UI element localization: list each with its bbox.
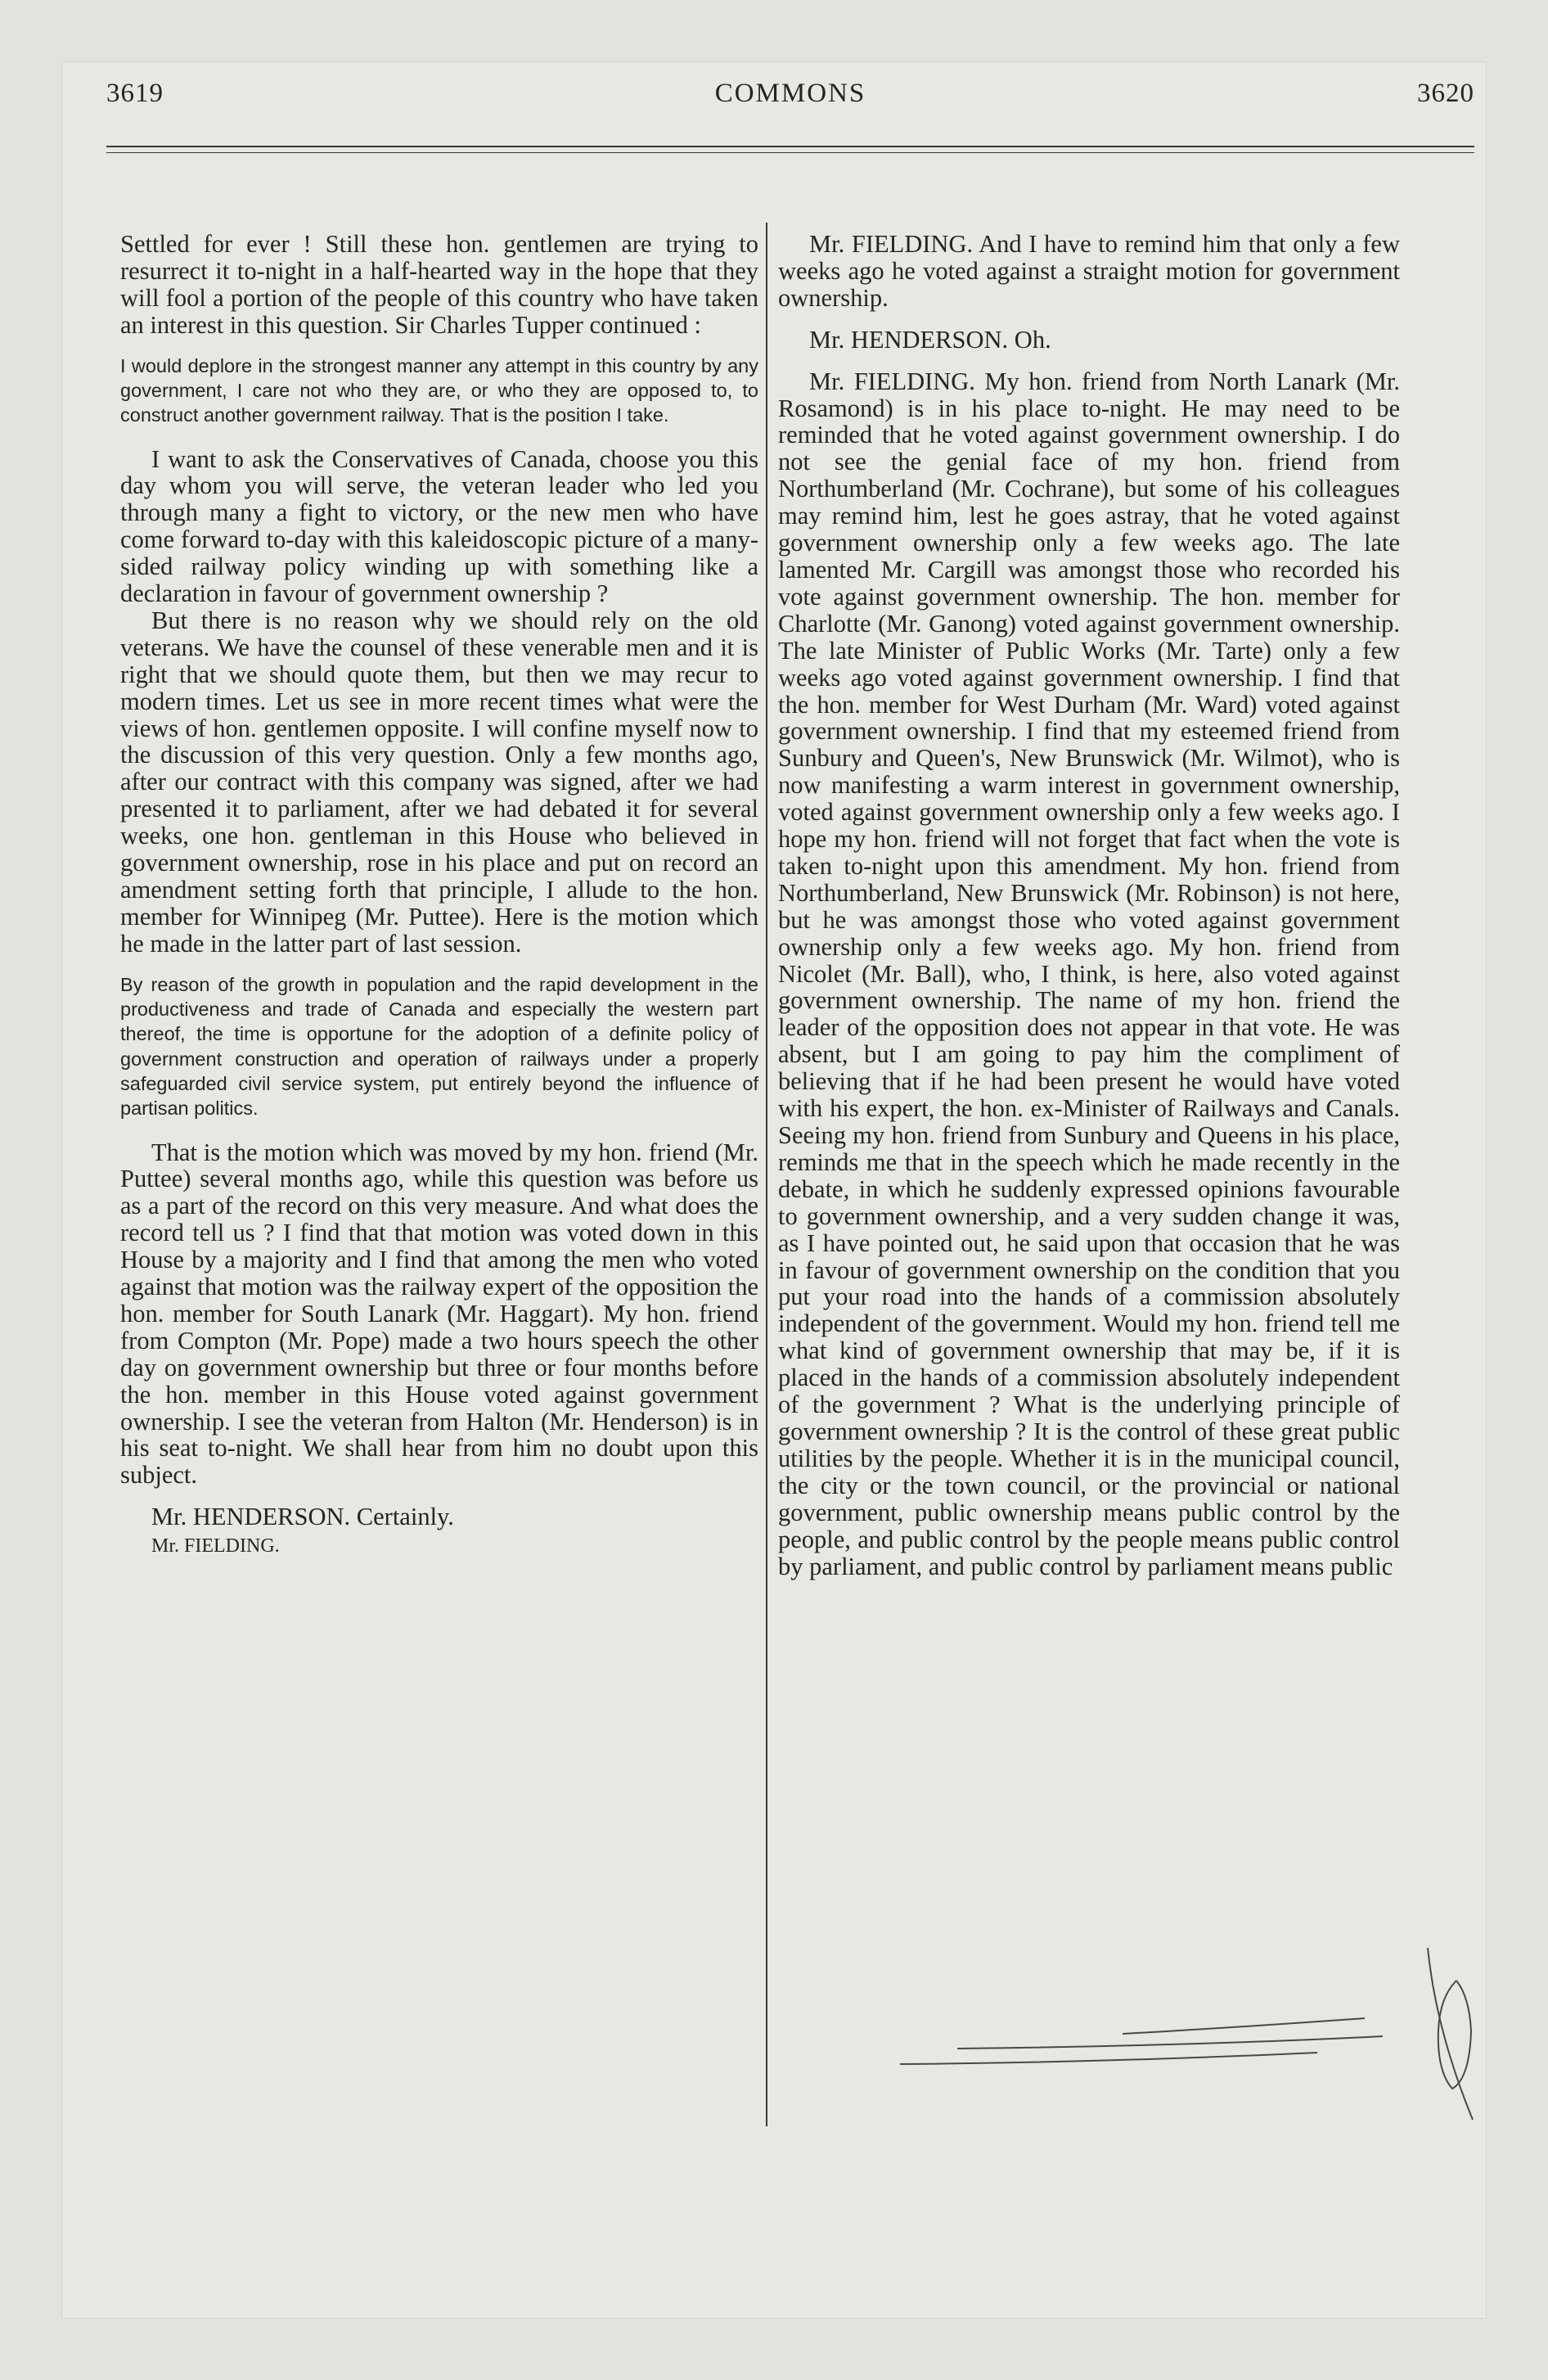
paragraph: I want to ask the Conservatives of Canada, choose you this day whom you will serve, the veteran leader who led you through many a fight to victory, or the new men who have come forward to-day with this kaleidoscopic picture of a many-sided railway policy winding up with something like a declaration in favour of government ownership ? — [120, 444, 758, 608]
speaker-line: Mr. HENDERSON. Certainly. — [151, 1503, 454, 1531]
block-quote: I would deplore in the strongest manner any attempt in this country by any government, I care not who they are, or who they are opposed to, to construct another government railway. That is the position I take. — [120, 354, 758, 426]
page-number-right: 3620 — [1417, 79, 1474, 108]
page-number-left: 3619 — [106, 79, 164, 108]
speaker-line: Mr. HENDERSON. Oh. — [809, 325, 1051, 354]
page-title: COMMONS — [714, 79, 866, 108]
block-quote: By reason of the growth in population and the rapid development in the productiveness and trade of Canada and especially the western part thereof, the time is opportune for the adoption of a definite policy of government construction and operation of railways under a properly safeguarded civil service system, put entirely beyond the influence of partisan politics. — [120, 973, 758, 1120]
speaker-line: Mr. FIELDING. — [151, 1535, 280, 1557]
paragraph: Mr. FIELDING. My hon. friend from North Lanark (Mr. Rosamond) is in his place to-night. He may need to be reminded that he voted against government ownership. I do not see the genial face of my hon. friend from Northumberland (Mr. Cochrane), but some of his colleagues may remind him, lest he goes astray, that he voted against government ownership only a few weeks ago. The late lamented Mr. Cargill was amongst those who recorded his vote against government ownership. The hon. member for Charlotte (Mr. Ganong) voted against government ownership. The late Minister of Public Works (Mr. Tarte) only a few weeks ago voted against government ownership. I find that the hon. member for West Durham (Mr. Ward) voted against government ownership. I find that my esteemed friend from Sunbury and Queen's, New Brunswick (Mr. Wilmot), who is now manifesting a warm interest in government ownership, voted against government ownership only a few weeks ago. I hope my hon. friend will not forget that fact when the vote is taken to-night upon this amendment. My hon. friend from Northumberland, New Brunswick (Mr. Robinson) is not here, but he was amongst those who voted against government ownership only a few weeks ago. My hon. friend from Nicolet (Mr. Ball), who, I think, is here, also voted against government ownership. The name of my hon. friend the leader of the opposition does not appear in that vote. He was absent, but I am going to pay him the compliment of believing that if he had been present he would have voted with his expert, the hon. ex-Minister of Railways and Canals. Seeing my hon. friend from Sunbury and Queens in his place, reminds me that in the speech which he made recently in the debate, in which he suddenly expressed opinions favourable to government ownership, and a very sudden change it was, as I have pointed out, he said upon that occasion that he was in favour of government ownership on the condition that you put your road into the hands of a commission absolutely independent of the government. Would my hon. friend tell me what kind of government ownership that may be, if it is placed in the hands of a commission absolutely independent of the government ? What is the underlying principle of government ownership ? It is the control of these great public utilities by the people. Whether it is in the municipal council, the city or the town council, or the provincial or national government, public ownership means public control by the people, and public control by the people means public control by parliament, and public control by parliament means public — [778, 367, 1400, 1580]
paragraph: Settled for ever ! Still these hon. gentlemen are trying to resurrect it to-night in a half-hearted way in the hope that they will fool a portion of the people of this country who have taken an interest in this question. Sir Charles Tupper continued : — [120, 230, 758, 339]
paragraph: Mr. FIELDING. And I have to remind him that only a few weeks ago he voted against a straight motion for government ownership. — [778, 230, 1400, 312]
paragraph: But there is no reason why we should rely on the old veterans. We have the counsel of these venerable men and it is right that we should quote them, but then we may recur to modern times. Let us see in more recent times what were the views of hon. gentlemen opposite. I will confine myself now to the discussion of this very question. Only a few months ago, after our contract with this company was signed, after we had presented it to parliament, after we had debated it for several weeks, one hon. gentleman in this House who believed in government ownership, rose in his place and put on record an amendment setting forth that principle, I allude to the hon. member for Winnipeg (Mr. Puttee). Here is the motion which he made in the latter part of last session. — [120, 606, 758, 958]
paragraph: That is the motion which was moved by my hon. friend (Mr. Puttee) several months ago, while this question was before us as a part of the record on this very measure. And what does the record tell us ? I find that that motion was voted down in this House by a majority and I find that among the men who voted against that motion was the railway expert of the opposition the hon. member for South Lanark (Mr. Haggart). My hon. friend from Compton (Mr. Pope) made a two hours speech the other day on government ownership but three or four months before the hon. member in this House voted against government ownership. I see the veteran from Halton (Mr. Henderson) is in his seat to-night. We shall hear from him no doubt upon this subject. — [120, 1138, 758, 1490]
